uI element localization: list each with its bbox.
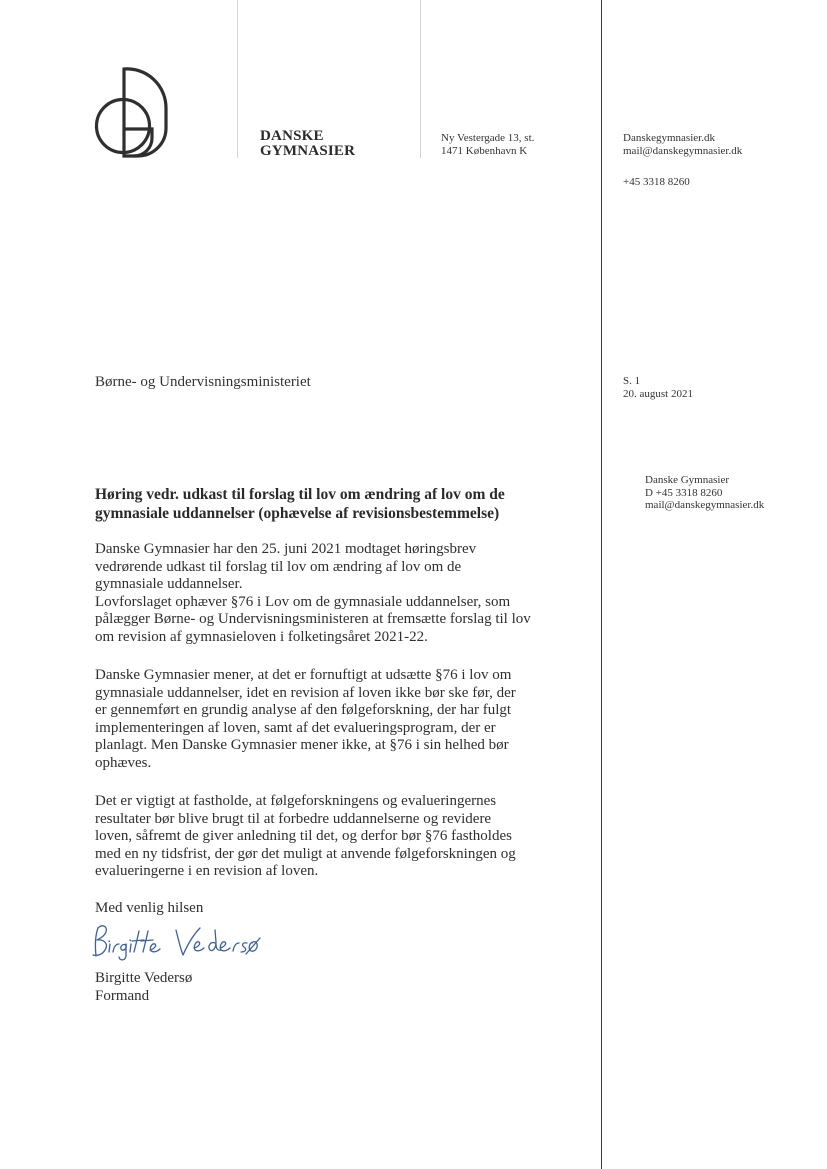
brand-wordmark (260, 129, 355, 159)
body-line: Danske Gymnasier mener, at det er fornuftigt at udsætte §76 i lov om (95, 667, 512, 683)
address-line-1: Ny Vestergade 13, st. (441, 132, 535, 144)
body-line: implementeringen af loven, samt af det evalueringsprogram, der er (95, 719, 496, 736)
body-line: om revision af gymnasieloven i folketingsåret 2021-22. (95, 628, 428, 645)
paragraph-3 (95, 793, 595, 881)
body-line: loven, såfremt de giver anledning til det, og derfor bør §76 fastholdes (95, 828, 512, 844)
contact-block (623, 132, 742, 157)
body-line: Lovforslaget ophæver §76 i Lov om de gymnasiale uddannelser, som (95, 593, 511, 610)
recipient: Børne- og Undervisningsministeriet (95, 374, 311, 390)
body-line: planlagt. Men Danske Gymnasier mener ikke, at §76 i sin helhed bør (95, 737, 509, 753)
paragraph-1 (95, 541, 595, 646)
sender-email[interactable]: mail@danskegymnasier.dk (645, 499, 765, 511)
subject-line-1: Høring vedr. udkast til forslag til lov om ændring af lov om de (95, 486, 505, 503)
body-line: pålægger Børne- og Undervisningsministeren at fremsætte forslag til lov (95, 611, 531, 627)
page-number: S. 1 (623, 375, 641, 387)
logo-icon (94, 66, 170, 160)
brand-line-2: GYMNASIER (260, 143, 356, 159)
sender-phone: D +45 3318 8260 (645, 486, 723, 499)
handwritten-signature (88, 922, 268, 962)
email-link[interactable]: mail@danskegymnasier.dk (623, 144, 743, 157)
body-line: resultater bør blive brugt til at forbedre uddannelserne og revidere (95, 810, 492, 827)
body-line: gymnasiale uddannelser. (95, 576, 243, 592)
body-line: er gennemført en grundig analyse af den følgeforskning, der har fulgt (95, 702, 512, 718)
phone-number: +45 3318 8260 (623, 176, 690, 188)
header-divider-1 (237, 0, 238, 158)
body-line: gymnasiale uddannelser, idet en revision af loven ikke bør ske før, der (95, 684, 516, 701)
subject-line-2: gymnasiale uddannelser (ophævelse af revisionsbestemmelse) (95, 505, 500, 522)
body-line: Danske Gymnasier har den 25. juni 2021 modtaget høringsbrev (95, 541, 477, 557)
signer-title: Formand (95, 988, 150, 1004)
signer-block (95, 969, 192, 1005)
body-line: med en ny tidsfrist, der gør det muligt at anvende følgeforskningen og (95, 845, 516, 862)
brand-line-1: DANSKE (260, 128, 324, 144)
letter-date: 20. august 2021 (623, 387, 693, 400)
sender-name: Danske Gymnasier (645, 474, 730, 486)
address-block (441, 132, 534, 157)
subject-heading (95, 485, 595, 523)
body-line: Det er vigtigt at fastholde, at følgeforskningens og evalueringernes (95, 793, 497, 809)
sender-block (645, 474, 764, 512)
page-meta (623, 375, 693, 400)
body-line: ophæves. (95, 754, 152, 771)
body-line: vedrørende udkast til forslag til lov om ændring af lov om de (95, 558, 462, 575)
website-link[interactable]: Danskegymnasier.dk (623, 132, 715, 144)
header-divider-2 (420, 0, 421, 158)
signer-name: Birgitte Vedersø (95, 970, 193, 986)
body-line: evalueringerne i en revision af loven. (95, 863, 319, 879)
address-line-2: 1471 København K (441, 144, 528, 157)
closing-salutation: Med venlig hilsen (95, 900, 204, 916)
margin-divider (601, 0, 602, 1169)
paragraph-2 (95, 667, 595, 772)
